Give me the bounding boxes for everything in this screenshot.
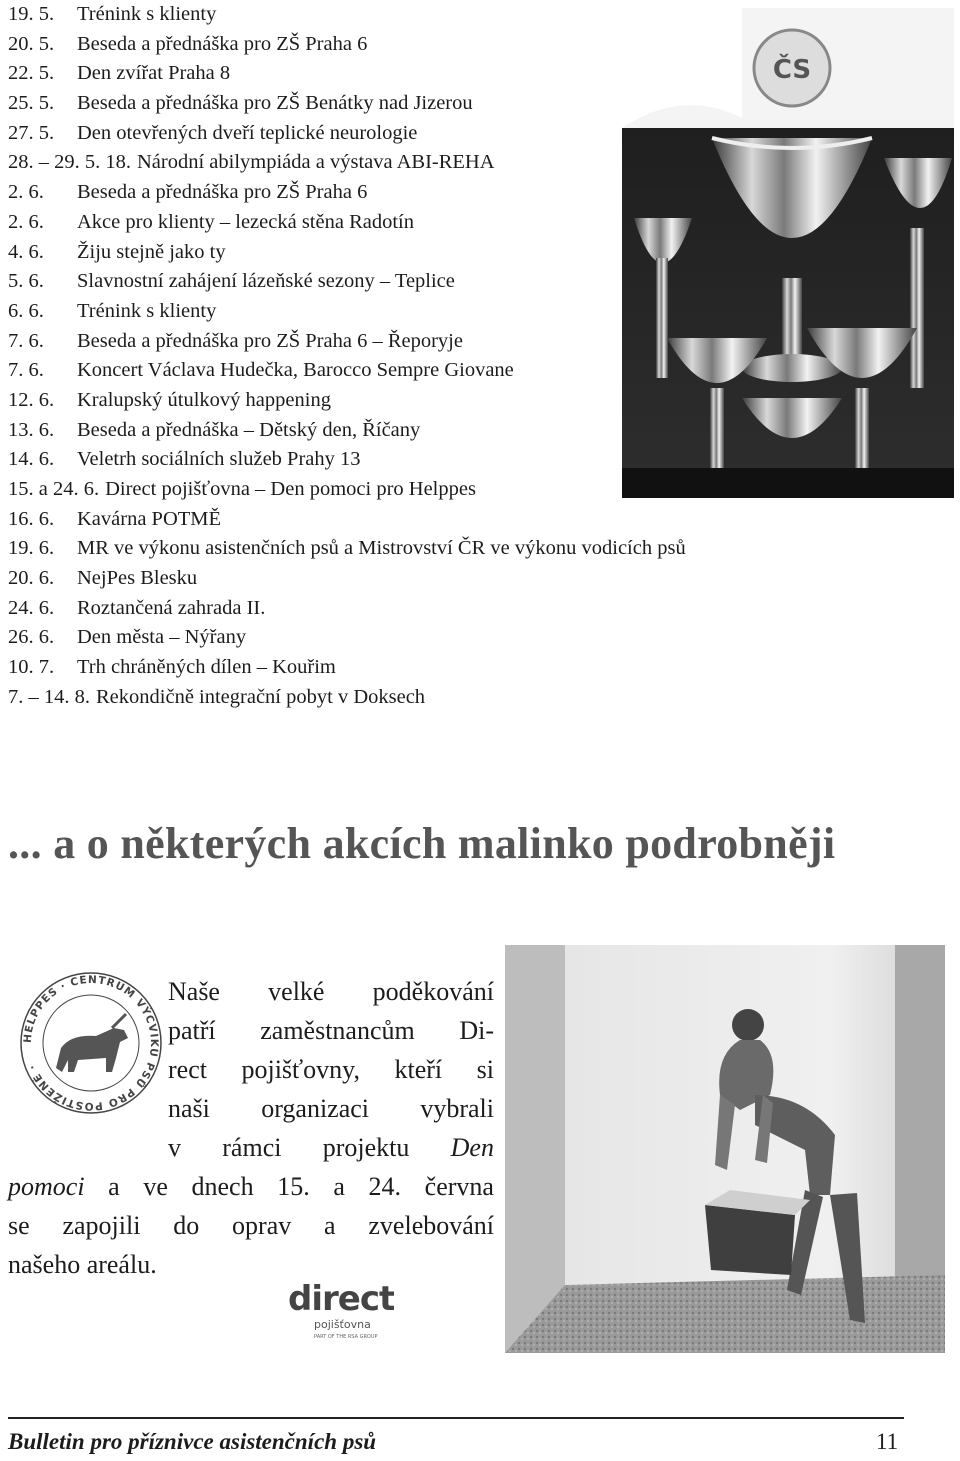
event-text: Trénink s klienty <box>77 3 217 25</box>
event-date: 20. 5. <box>8 32 55 55</box>
thanks-word: se <box>8 1211 30 1240</box>
climbing-wall-photo <box>505 945 945 1353</box>
event-text: Akce pro klienty – lezecká stěna Radotín <box>77 210 414 233</box>
event-text: Žiju stejně jako ty <box>77 240 226 263</box>
thanks-word: 15. <box>277 1172 310 1201</box>
event-date: 27. 5. <box>8 121 55 144</box>
event-text: Slavnostní zahájení lázeňské sezony – Teplice <box>77 270 455 293</box>
thanks-word: Di- <box>459 1016 494 1045</box>
event-text: Beseda a přednáška pro ZŠ Benátky nad Jizerou <box>77 92 473 115</box>
thanks-line-8-text: našeho areálu. <box>8 1250 157 1279</box>
event-text: Trénink s klienty <box>77 299 217 322</box>
event-text: Direct pojišťovna – Den pomoci pro Helppes <box>105 478 476 500</box>
thanks-word: oprav <box>232 1211 292 1240</box>
event-date: 14. 6. <box>8 448 55 471</box>
page-number: 11 <box>876 1429 899 1454</box>
thanks-word: zapojili <box>62 1211 141 1240</box>
event-text: NejPes Blesku <box>77 567 198 590</box>
event-text: Roztančená zahrada II. <box>77 596 266 619</box>
thanks-word: do <box>173 1211 200 1240</box>
event-text: Koncert Václava Hudečka, Barocco Sempre Giovane <box>77 359 514 382</box>
event-row <box>8 564 828 594</box>
event-date: 16. 6. <box>8 507 55 530</box>
thanks-word: vybrali <box>420 1094 494 1123</box>
thanks-line-1 <box>168 972 494 1011</box>
thanks-word: projektu <box>322 1133 410 1162</box>
event-date: 2. 6. <box>8 181 44 204</box>
event-text: Beseda a přednáška pro ZŠ Praha 6 <box>77 181 368 204</box>
thanks-word: patří <box>168 1016 216 1045</box>
event-text: Beseda a přednáška pro ZŠ Praha 6 – Řeporyje <box>77 329 463 352</box>
thanks-word: Den <box>450 1133 494 1162</box>
thanks-word: organizaci <box>261 1094 370 1123</box>
thanks-line-5 <box>168 1128 494 1167</box>
trophies-photo <box>622 8 954 498</box>
thanks-word: června <box>424 1172 494 1201</box>
event-date: 19. 6. <box>8 537 55 560</box>
thanks-word: Naše <box>168 977 220 1006</box>
event-date: 19. 5. <box>8 3 55 25</box>
event-date: 24. 6. <box>8 596 55 619</box>
event-date: 26. 6. <box>8 626 55 649</box>
thanks-word: a <box>324 1211 336 1240</box>
event-text: Den zvířat Praha 8 <box>77 62 231 85</box>
thanks-italic-word: pomoci <box>8 1172 85 1201</box>
event-text: Trh chráněných dílen – Kouřim <box>77 656 336 679</box>
thanks-line-6 <box>8 1167 494 1206</box>
thanks-line-7 <box>8 1206 494 1245</box>
thanks-word: ve <box>143 1172 168 1201</box>
event-date: 28. – 29. 5. 18. <box>8 151 131 174</box>
event-text: Kralupský útulkový happening <box>77 388 331 411</box>
event-date: 7. 6. <box>8 359 44 382</box>
thanks-word: zvelebování <box>368 1211 494 1240</box>
event-row <box>8 623 828 653</box>
event-row <box>8 534 828 564</box>
event-date: 20. 6. <box>8 567 55 590</box>
thanks-word: rámci <box>222 1133 282 1162</box>
thanks-word: a <box>108 1172 120 1201</box>
direct-logo-sub: pojišťovna <box>314 1318 371 1331</box>
direct-logo-word: direct <box>288 1279 394 1319</box>
event-date: 25. 5. <box>8 92 55 115</box>
event-text: Národní abilympiáda a výstava ABI-REHA <box>137 151 495 174</box>
thanks-word: zaměstnancům <box>260 1016 415 1045</box>
event-text: Den otevřených dveří teplické neurologie <box>77 121 418 144</box>
thanks-word: velké <box>268 977 325 1006</box>
thanks-line-8 <box>8 1245 157 1284</box>
footer-rule <box>8 1417 904 1419</box>
event-text: Beseda a přednáška – Dětský den, Říčany <box>77 418 421 441</box>
thanks-word: kteří <box>394 1055 443 1084</box>
event-text: Kavárna POTMĚ <box>77 507 222 530</box>
event-text: Beseda a přednáška pro ZŠ Praha 6 <box>77 32 368 55</box>
thanks-word: v <box>168 1133 181 1162</box>
thanks-line-4 <box>168 1089 494 1128</box>
svg-text:ČS: ČS <box>772 55 812 85</box>
event-date: 15. a 24. 6. <box>8 478 100 500</box>
thanks-word: dnech <box>191 1172 254 1201</box>
event-row <box>8 683 828 713</box>
thanks-word: naši <box>168 1094 210 1123</box>
event-row <box>8 594 828 624</box>
event-date: 12. 6. <box>8 388 55 411</box>
event-date: 10. 7. <box>8 656 55 679</box>
event-text: Rekondičně integrační pobyt v Doksech <box>96 685 426 708</box>
direct-logo <box>284 1272 394 1344</box>
thanks-line-2 <box>168 1011 494 1050</box>
event-date: 6. 6. <box>8 299 44 322</box>
helppes-logo <box>16 968 166 1118</box>
thanks-word: poděkování <box>372 977 494 1006</box>
section-heading: ... a o některých akcích malinko podrobněji <box>8 819 836 868</box>
event-row <box>8 653 828 683</box>
event-date: 2. 6. <box>8 210 44 233</box>
helppes-logo-ring-text: HELPPES · CENTRUM VÝCVIKU PSŮ PRO POSTIŽENÉ · <box>21 973 161 1113</box>
event-row <box>8 505 828 535</box>
event-text: MR ve výkonu asistenčních psů a Mistrovství ČR ve výkonu vodicích psů <box>77 537 686 560</box>
direct-logo-group: PART OF THE RSA GROUP <box>314 1334 378 1340</box>
event-date: 4. 6. <box>8 240 44 263</box>
event-date: 7. – 14. 8. <box>8 685 90 708</box>
event-date: 5. 6. <box>8 270 44 293</box>
thanks-line-3 <box>168 1050 494 1089</box>
thanks-word: rect <box>168 1055 207 1084</box>
thanks-word: 24. <box>368 1172 402 1201</box>
footer-title: Bulletin pro příznivce asistenčních psů <box>8 1429 377 1454</box>
event-date: 13. 6. <box>8 418 55 441</box>
event-date: 22. 5. <box>8 62 55 85</box>
thanks-word: pojišťovny, <box>241 1055 360 1084</box>
event-text: Veletrh sociálních služeb Prahy 13 <box>77 448 361 471</box>
event-text: Den města – Nýřany <box>77 626 247 649</box>
event-date: 7. 6. <box>8 329 44 352</box>
thanks-word: a <box>333 1172 345 1201</box>
thanks-word: si <box>476 1055 494 1084</box>
